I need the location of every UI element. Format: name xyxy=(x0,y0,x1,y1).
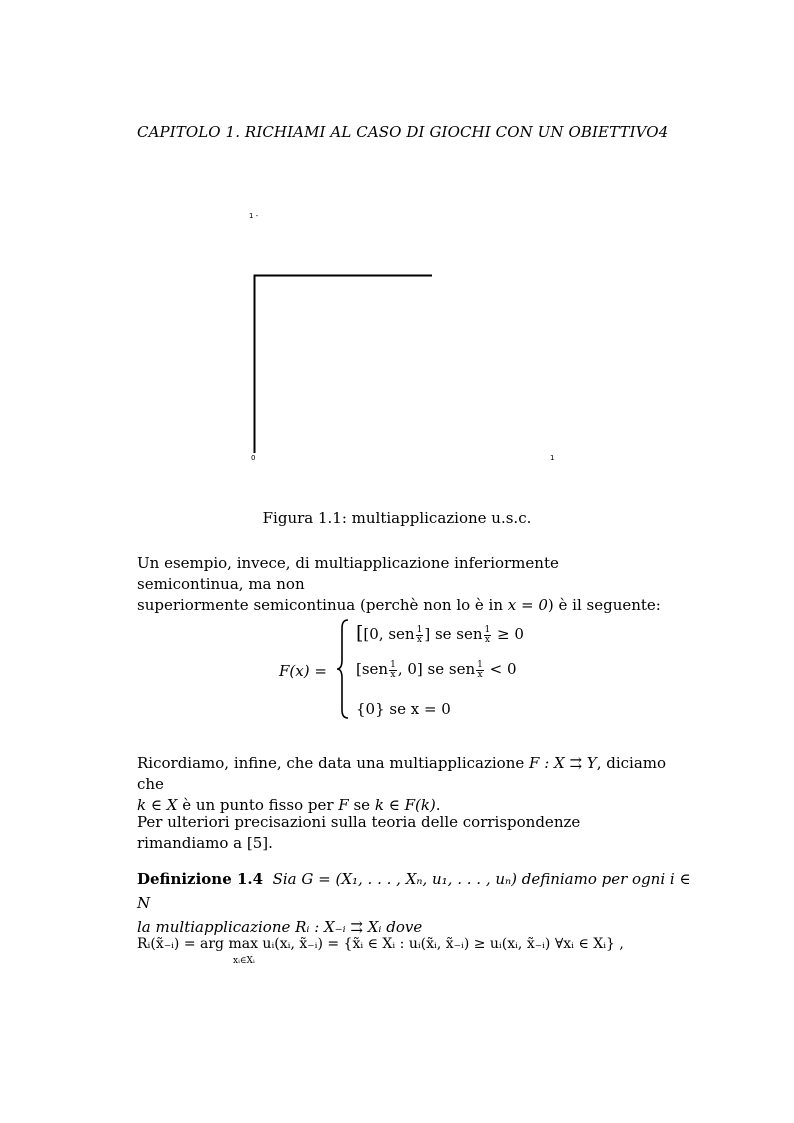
frac-den: x xyxy=(477,669,483,680)
inline-math: k ∈ F(k) xyxy=(374,796,436,814)
fraction xyxy=(416,626,424,645)
frac-den: x xyxy=(390,669,396,680)
equation-lhs xyxy=(279,662,327,680)
case-text: [0, sen xyxy=(363,625,415,643)
case-text: < 0 xyxy=(484,660,517,678)
equation-case-3: {0} se x = 0 xyxy=(356,700,451,718)
equation-lhs-text: F(x) = xyxy=(279,662,327,680)
paragraph-fixed-point xyxy=(137,753,667,816)
inline-math: F : X ⇉ Y xyxy=(529,754,597,772)
formula-text: Rᵢ(x̃₋ᵢ) = arg max uᵢ(xᵢ, x̃₋ᵢ) = {x̃ᵢ ∈ Xᵢ : uᵢ(x̃ᵢ, x̃₋ᵢ) ≥ uᵢ(xᵢ, x̃₋ᵢ) ∀xᵢ ∈ Xᵢ} , xyxy=(137,936,624,952)
definition-line xyxy=(137,867,697,915)
best-response-formula xyxy=(137,936,624,966)
inline-math: k ∈ X xyxy=(137,796,178,814)
frac-den: x xyxy=(416,634,422,645)
text-run: ) è il seguente: xyxy=(547,596,661,614)
paragraph-example xyxy=(137,553,667,616)
figure-plot xyxy=(240,205,570,475)
text-run: . xyxy=(435,796,441,814)
frac-num: 1 xyxy=(484,624,491,635)
paragraph-line: Un esempio, invece, di multiapplicazione inferiormente semicontinua, ma non xyxy=(137,554,559,593)
inline-math: F xyxy=(338,796,349,814)
fraction xyxy=(484,626,492,645)
frac-num: 1 xyxy=(416,624,423,635)
definition-line: la multiapplicazione Rᵢ : X₋ᵢ ⇉ Xᵢ dove xyxy=(137,918,423,936)
paragraph-line xyxy=(137,595,667,616)
text-run: , diciamo che xyxy=(137,754,667,793)
case-text: ] se sen xyxy=(424,625,483,643)
text-run: se xyxy=(348,796,375,814)
case-text: ≥ 0 xyxy=(492,625,524,643)
frac-num: 1 xyxy=(477,659,483,670)
fraction xyxy=(389,661,397,680)
fraction xyxy=(476,661,484,680)
frac-den: x xyxy=(484,634,490,645)
figure-caption: Figura 1.1: multiapplicazione u.s.c. xyxy=(262,509,532,527)
case-text: , 0] se sen xyxy=(397,660,476,678)
formula-subscript: xᵢ∈Xᵢ xyxy=(233,956,255,966)
equation-case-1: [[0, sen $\frac{1}{x}$ ] se sen $\frac{1}{x}$ ≥ 0 xyxy=(356,622,524,645)
tick-label-x: 1 xyxy=(550,454,555,462)
definition-text: Sia G = (X₁, . . . , Xₙ, u₁, . . . , uₙ) definiamo per ogni i ∈ N xyxy=(137,870,691,912)
definition-block xyxy=(137,867,697,939)
frac-num: 1 xyxy=(390,659,396,670)
paragraph-line xyxy=(137,753,667,795)
case-text: [sen xyxy=(356,660,389,678)
inline-math: x = 0 xyxy=(507,596,548,614)
definition-label: Definizione 1.4 xyxy=(137,870,264,888)
running-header: CAPITOLO 1. RICHIAMI AL CASO DI GIOCHI CON UN OBIETTIVO4 xyxy=(137,123,669,141)
text-run: è un punto fisso per xyxy=(177,796,339,814)
text-run: superiormente semicontinua (perchè non lo è in xyxy=(137,596,508,614)
equation-case-2 xyxy=(356,660,517,680)
text-run: Ricordiamo, infine, che data una multiapplicazione xyxy=(137,754,530,772)
paragraph-reference: Per ulteriori precisazioni sulla teoria delle corrispondenze rimandiamo a [5]. xyxy=(137,813,581,852)
figure-svg xyxy=(240,205,570,475)
left-brace xyxy=(336,618,350,724)
tick-label-top: 1 - xyxy=(249,212,259,220)
tick-label-origin: 0 xyxy=(251,454,256,462)
